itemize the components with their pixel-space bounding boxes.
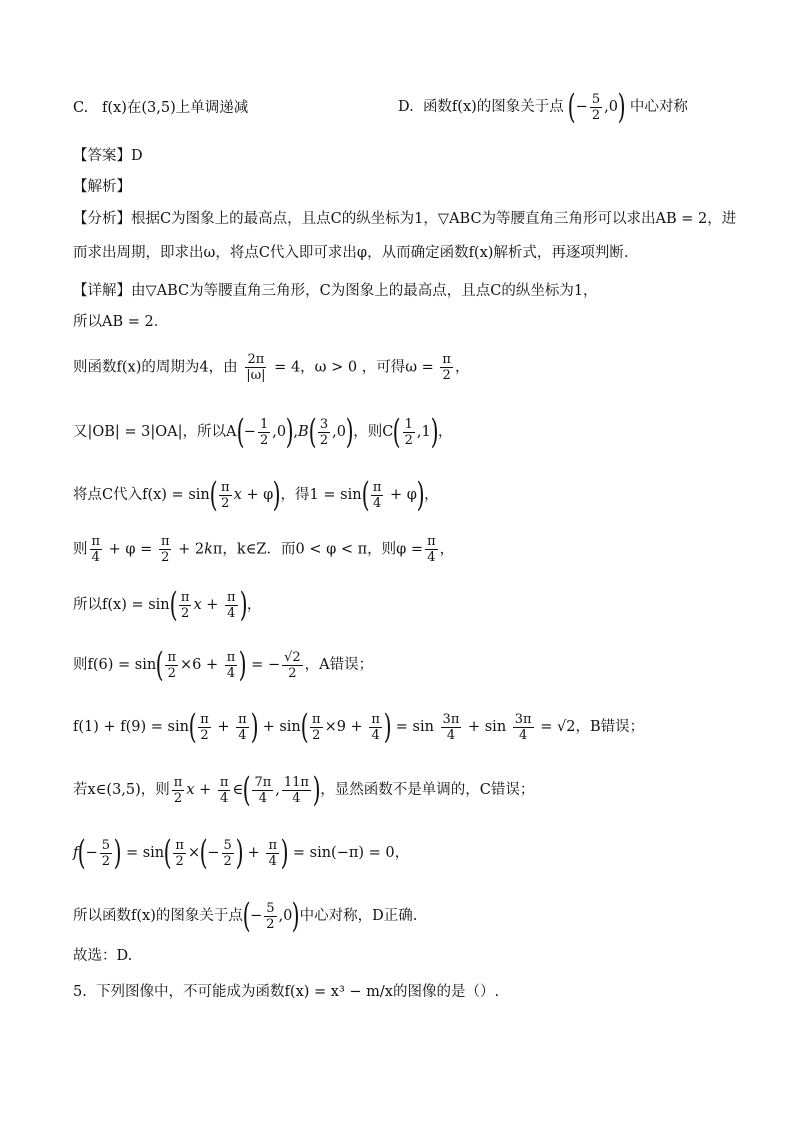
answer-value: D bbox=[131, 148, 143, 164]
option-d: D. 函数f(x)的图象关于点 (− $\frac{5}{2}$ ,0) 中心对称 bbox=[398, 87, 688, 127]
xiangjie-text1: 由▽ABC为等腰直角三角形，C为图象上的最高点，且点C的纵坐标为1， bbox=[131, 283, 598, 299]
f1f9-text: f(1) + f(9) = sin bbox=[73, 719, 189, 735]
sub-c-line: 将点C代入f(x) = sin( $\frac{\pi}{2}$ x + φ)，得1 = sin( $\frac{\pi}{4}$ + φ)， bbox=[73, 475, 439, 515]
option-d-point-num: 5 bbox=[591, 91, 601, 107]
option-d-prefix: 函数f(x)的图象关于点 bbox=[422, 99, 564, 115]
xiangjie-tag: 【详解】 bbox=[73, 283, 131, 299]
sub-c-text: 将点C代入f(x) = sin bbox=[73, 487, 210, 503]
question-number: 5. bbox=[73, 984, 87, 1000]
period-line: 则函数f(x)的周期为4，由 $\frac{2\pi}{|\omega|}$ = 4，ω > 0 ，可得ω = $\frac{\pi}{2}$ ， bbox=[73, 352, 470, 383]
then-c: ，则C bbox=[353, 424, 394, 440]
ob-line: 又|OB| = 3|OA|，所以A(− $\frac{1}{2}$ ,0),B( $\frac{3}{2}$ ,0)，则C( $\frac{1}{2}$ ,1)， bbox=[73, 412, 453, 452]
phi-line-a: 则 bbox=[73, 541, 88, 558]
fm52-line: f(− $\frac{5}{2}$ ) = sin( $\frac{\pi}{2}$ ×(− $\frac{5}{2}$ ) + $\frac{\pi}{4}$ ) = sin(−π) = 0， bbox=[73, 833, 410, 873]
option-d-suffix: 中心对称 bbox=[629, 99, 688, 115]
choose-line: 故选：D. bbox=[73, 948, 133, 964]
question-text: 下列图像中，不可能成为函数f(x) = x³ − m/x的图像的是（）. bbox=[96, 984, 500, 1000]
option-c bbox=[73, 98, 248, 118]
answer-line bbox=[73, 146, 143, 166]
option-c-label: C. bbox=[73, 100, 89, 116]
f1f9-line: f(1) + f(9) = sin( $\frac{\pi}{2}$ + $\frac{\pi}{4}$ ) + sin( $\frac{\pi}{2}$ ×9 + $\frac{\pi}{4}$ ) = sin $\frac{3\pi}{4}$ + sin $\frac{3\pi}{4}$ = √2，B错误； bbox=[73, 707, 645, 747]
ob-text: 又|OB| = 3|OA|，所以A bbox=[73, 424, 237, 440]
fenxi-text1: 根据C为图象上的最高点，且点C的纵坐标为1，▽ABC为等腰直角三角形可以求出AB = 2，进 bbox=[131, 211, 737, 227]
phi-line: 则 $\frac{\pi}{4}$ + φ = $\frac{\pi}{2}$ + 2kπ，k∈Z．而0 < φ < π，则φ = $\frac{\pi}{4}$ ， bbox=[73, 534, 455, 565]
option-c-text: f(x)在(3,5)上单调递减 bbox=[102, 100, 249, 116]
conclusion-text: 所以函数f(x)的图象关于点 bbox=[73, 908, 243, 924]
analysis-heading: 【解析】 bbox=[73, 179, 131, 195]
option-d-label: D. bbox=[398, 99, 414, 115]
fenxi-line1 bbox=[73, 209, 736, 229]
sub-c-tail: ，得1 = sin bbox=[280, 487, 362, 503]
x-range-line: 若x∈(3,5)，则 $\frac{\pi}{2}$ x + $\frac{\pi}{4}$ ∈( $\frac{7\pi}{4}$ , $\frac{11\pi}{4}$ )，显然函数不是单调的，C错误； bbox=[73, 770, 535, 810]
xiangjie-line2: 所以AB = 2． bbox=[73, 314, 169, 330]
f6-tail: ，A错误； bbox=[304, 657, 374, 673]
x-range-tail: ，显然函数不是单调的，C错误； bbox=[320, 782, 535, 798]
so-f-line: 所以f(x) = sin( $\frac{\pi}{2}$ x + $\frac{\pi}{4}$ )， bbox=[73, 585, 262, 625]
answer-tag: 【答案】 bbox=[73, 148, 131, 164]
next-question bbox=[73, 982, 499, 1002]
fenxi-tag: 【分析】 bbox=[73, 211, 131, 227]
f6-text: 则f(6) = sin bbox=[73, 657, 157, 673]
so-f-text: 所以f(x) = sin bbox=[73, 597, 170, 613]
fm52-tail: = sin(−π) = 0， bbox=[292, 845, 410, 861]
period-text: 则函数f(x)的周期为4，由 bbox=[73, 359, 238, 376]
fenxi-line2: 而求出周期，即求出ω，将点C代入即可求出φ，从而确定函数f(x)解析式，再逐项判断. bbox=[73, 245, 629, 261]
f1f9-tail: ，B错误； bbox=[575, 719, 645, 735]
period-tail: ，ω > 0 ，可得ω = bbox=[300, 359, 434, 376]
xiangjie-line1 bbox=[73, 281, 598, 301]
phi-line-b: ，k∈Z．而0 < φ < π，则φ = bbox=[222, 541, 424, 558]
x-range-text: 若x∈(3,5)，则 bbox=[73, 782, 170, 798]
fm52-text: f bbox=[73, 845, 79, 861]
conclusion-tail: 中心对称，D正确. bbox=[299, 908, 418, 924]
conclusion-line: 所以函数f(x)的图象关于点(− $\frac{5}{2}$ ,0)中心对称，D正确. bbox=[73, 896, 418, 936]
f6-line: 则f(6) = sin( $\frac{\pi}{2}$ ×6 + $\frac{\pi}{4}$ ) = − $\frac{√2}{2}$ ，A错误； bbox=[73, 645, 374, 685]
